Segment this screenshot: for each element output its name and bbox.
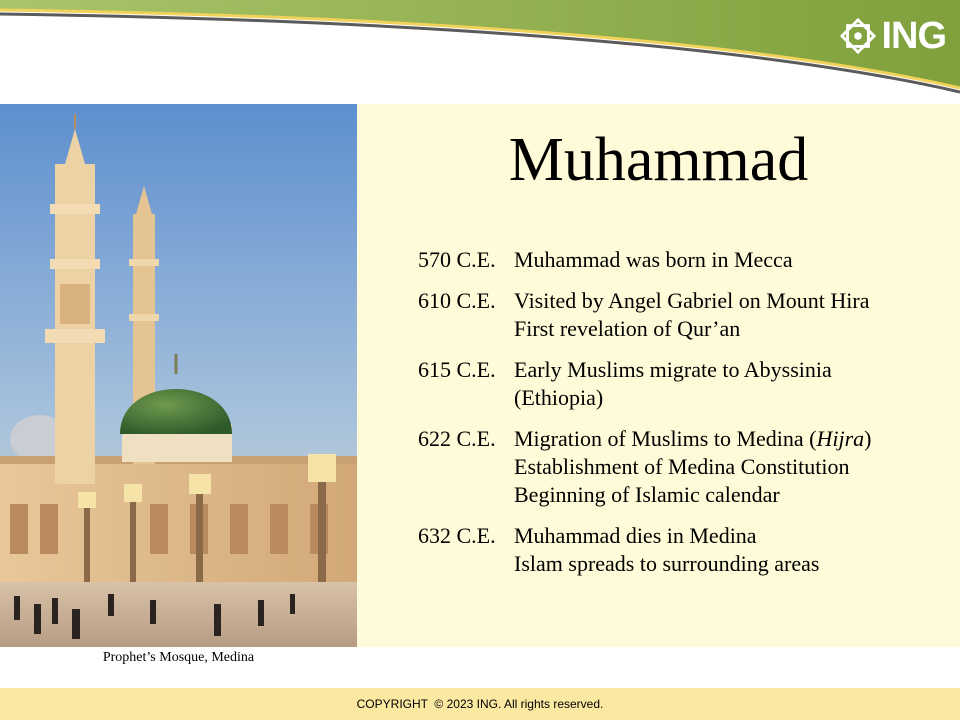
timeline-line: First revelation of Qur’an xyxy=(514,316,741,341)
timeline-year: 615 C.E. xyxy=(418,357,496,382)
timeline-year: 570 C.E. xyxy=(418,247,496,272)
timeline-year: 622 C.E. xyxy=(418,426,496,451)
timeline-line: Establishment of Medina Constitution xyxy=(514,454,850,479)
timeline-year: 610 C.E. xyxy=(418,288,496,313)
timeline-entry xyxy=(418,356,938,412)
timeline-line: Visited by Angel Gabriel on Mount Hira xyxy=(514,288,870,313)
photo-caption: Prophet’s Mosque, Medina xyxy=(102,650,255,665)
header-band xyxy=(0,0,960,100)
timeline-entry xyxy=(418,522,938,578)
timeline-list xyxy=(418,246,938,591)
ing-logo xyxy=(839,16,946,56)
logo-text: ING xyxy=(881,15,946,57)
timeline-entry xyxy=(418,246,938,274)
header-swoosh xyxy=(0,0,960,100)
timeline-line: (Ethiopia) xyxy=(514,385,604,410)
timeline-entry xyxy=(418,287,938,343)
timeline-year: 632 C.E. xyxy=(418,523,496,548)
timeline-line: Muhammad dies in Medina xyxy=(514,523,757,548)
copyright-text: COPYRIGHT © 2023 ING. All rights reserved. xyxy=(356,697,604,711)
timeline-line: Muhammad was born in Mecca xyxy=(514,247,793,272)
page-title: Muhammad xyxy=(508,126,809,194)
timeline-entry xyxy=(418,425,938,509)
timeline-line: Islam spreads to surrounding areas xyxy=(514,551,820,576)
footer-bar xyxy=(0,688,960,720)
ornament-icon xyxy=(839,17,877,55)
timeline-line: Beginning of Islamic calendar xyxy=(514,482,780,507)
timeline-line-hijra: Migration of Muslims to Medina (Hijra) xyxy=(514,426,872,451)
timeline-line: Early Muslims migrate to Abyssinia xyxy=(514,357,832,382)
mosque-photo xyxy=(0,104,357,647)
